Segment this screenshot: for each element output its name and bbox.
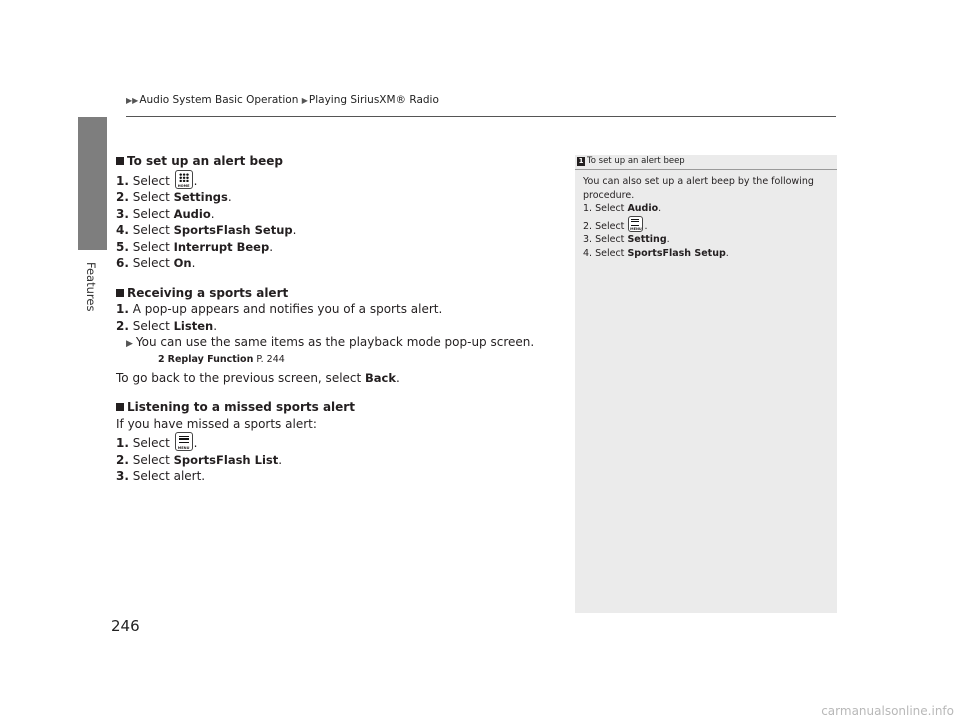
list-item: 2. Select Settings. [116, 190, 232, 204]
watermark: carmanualsonline.info [821, 704, 954, 718]
square-bullet-icon [116, 403, 124, 411]
menu-button-icon: MENU [175, 432, 193, 451]
paragraph: To go back to the previous screen, select Back. [116, 370, 400, 385]
list-item: 2. Select SportsFlash List. [116, 452, 283, 467]
alert-beep-steps [116, 170, 556, 272]
breadcrumb [126, 94, 439, 106]
list-item: 2. Select MENU . [583, 216, 831, 234]
paragraph: If you have missed a sports alert: [116, 416, 317, 431]
list-item: 3. Select Audio. [116, 206, 215, 221]
header-rule [126, 116, 836, 117]
list-item: 3. Select Setting. [583, 234, 670, 245]
note-tag: 1 [578, 157, 584, 165]
section-label: Features [84, 262, 98, 312]
missed-alert-steps [116, 432, 556, 485]
breadcrumb-arrow-icon: ▶ [301, 96, 308, 105]
square-bullet-icon [116, 157, 124, 165]
home-button-icon: HOME [175, 170, 193, 189]
main-content [116, 153, 556, 485]
list-item: 2. Select Listen. [116, 318, 218, 333]
section-heading: Listening to a missed sports alert [116, 399, 556, 416]
list-item: 6. Select On. [116, 256, 196, 270]
list-item: 1. Select HOME . [116, 170, 556, 190]
page-number: 246 [111, 617, 140, 635]
list-item: 4. Select SportsFlash Setup. [583, 247, 729, 259]
note-title: To set up an alert beep [587, 156, 685, 166]
note-header [575, 155, 837, 170]
list-item: 4. Select SportsFlash Setup. [116, 223, 297, 237]
list-item: 1. Select MENU . [116, 432, 556, 452]
section-heading: Receiving a sports alert [116, 285, 556, 302]
square-bullet-icon [116, 289, 124, 297]
breadcrumb-item: Audio System Basic Operation [139, 94, 299, 106]
breadcrumb-item: Playing SiriusXM® Radio [308, 94, 439, 106]
note-intro: You can also set up a alert beep by the following procedure. [583, 176, 814, 201]
list-item: 3. Select alert. [116, 469, 206, 483]
section-heading: To set up an alert beep [116, 153, 556, 170]
menu-button-icon: MENU [628, 216, 643, 232]
note-body [583, 175, 831, 260]
breadcrumb-arrow-icon: ▶▶ [126, 96, 139, 105]
list-item: 5. Select Interrupt Beep. [116, 239, 274, 254]
side-note [575, 155, 837, 613]
sub-note: ▶ You can use the same items as the playback mode pop-up screen. [126, 335, 535, 349]
section-tab [78, 117, 107, 250]
arrow-icon: ▶ [126, 339, 133, 349]
reference-icon: 2 [158, 353, 165, 365]
note-steps [583, 202, 831, 260]
list-item: 1. A pop-up appears and notifies you of a sports alert. [116, 302, 443, 316]
cross-reference-link[interactable]: 2 Replay Function P. 244 [158, 353, 285, 365]
list-item: 1. Select Audio. [583, 203, 662, 214]
